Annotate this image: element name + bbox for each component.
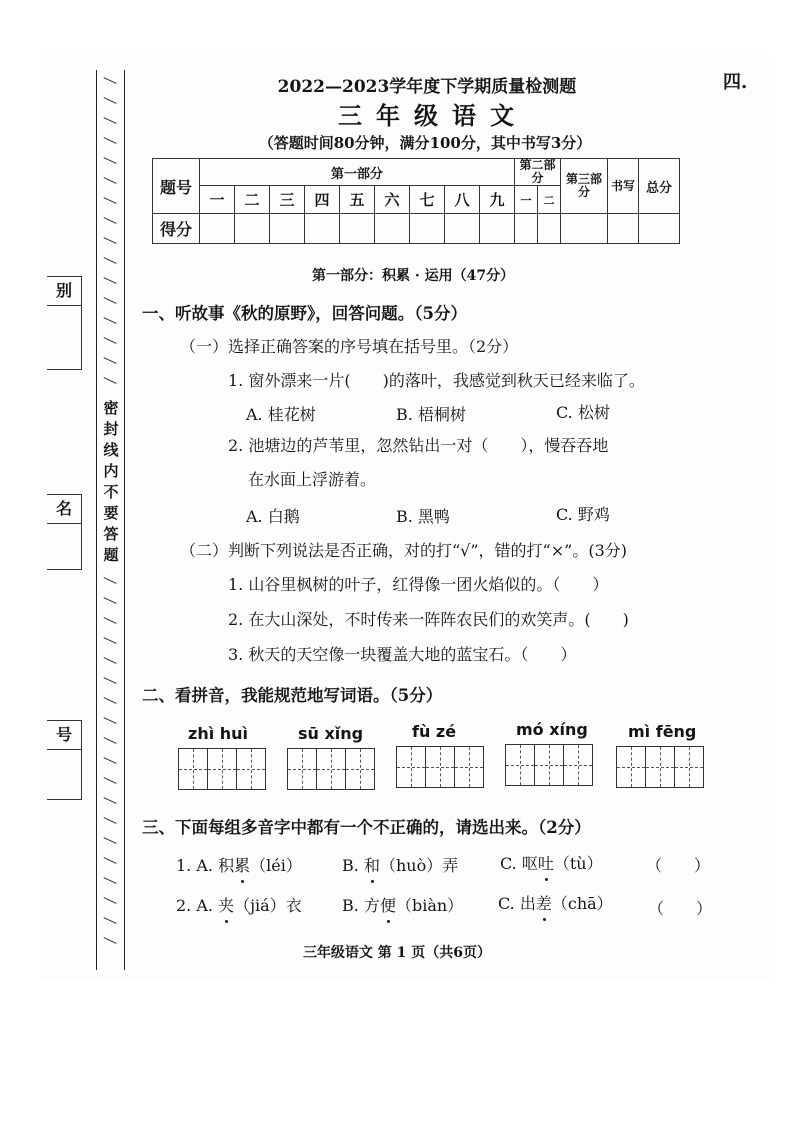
score-cell[interactable] bbox=[639, 214, 680, 244]
score-cell[interactable] bbox=[480, 214, 515, 244]
question-number: 一 bbox=[200, 186, 235, 214]
total-header: 总分 bbox=[639, 159, 680, 214]
score-cell[interactable] bbox=[538, 214, 561, 244]
score-cell[interactable] bbox=[235, 214, 270, 244]
option-b: B. 黑鸭 bbox=[396, 507, 450, 526]
info-label: 名 bbox=[47, 495, 81, 524]
score-cell[interactable] bbox=[270, 214, 305, 244]
score-cell[interactable] bbox=[410, 214, 445, 244]
part2-number: 一 bbox=[515, 186, 538, 214]
q1-item-1: 1. 窗外漂来一片( )的落叶，我感觉到秋天已经来临了。 bbox=[228, 371, 645, 390]
writing-grid[interactable] bbox=[178, 748, 266, 790]
judge-item: 1. 山谷里枫树的叶子，红得像一团火焰似的。（ ） bbox=[228, 575, 609, 594]
info-label: 别 bbox=[47, 277, 81, 306]
question-number: 二 bbox=[235, 186, 270, 214]
seal-char: 内 bbox=[103, 462, 119, 480]
subject-title: 三年级语文 bbox=[338, 101, 528, 130]
pinyin-label: mó xíng bbox=[516, 720, 588, 739]
pinyin-label: mì fēng bbox=[628, 722, 697, 741]
seal-char: 封 bbox=[103, 420, 119, 438]
corner-mark: 四. bbox=[723, 72, 748, 93]
q1-item-2-cont: 在水面上浮游着。 bbox=[248, 470, 377, 489]
writing-grid[interactable] bbox=[396, 746, 484, 788]
seal-char: 不 bbox=[103, 483, 119, 501]
question-number: 八 bbox=[445, 186, 480, 214]
answer-parentheses[interactable]: （ ） bbox=[646, 856, 711, 875]
part2-number: 二 bbox=[538, 186, 561, 214]
question-number: 四 bbox=[305, 186, 340, 214]
binding-line-right bbox=[124, 70, 125, 970]
q3-option: 2. A. 夹（jiá）衣 bbox=[176, 893, 302, 916]
writing-grid[interactable] bbox=[287, 748, 375, 790]
score-table bbox=[152, 158, 680, 244]
answer-parentheses[interactable]: （ ） bbox=[648, 899, 713, 918]
part2-header: 第二部分 bbox=[515, 159, 561, 186]
q1-subtitle-judge: （二）判断下列说法是否正确，对的打“√”，错的打“×”。(3分) bbox=[180, 541, 627, 560]
seal-char: 线 bbox=[103, 441, 119, 459]
q3-option: B. 方便（biàn） bbox=[342, 893, 463, 916]
score-cell[interactable] bbox=[340, 214, 375, 244]
score-cell[interactable] bbox=[375, 214, 410, 244]
score-cell[interactable] bbox=[305, 214, 340, 244]
section-title: 第一部分：积累 · 运用（47分） bbox=[312, 268, 515, 284]
page-footer: 三年级语文 第 1 页（共6页） bbox=[302, 945, 492, 961]
q1-item-2: 2. 池塘边的芦苇里，忽然钻出一对（ ），慢吞吞地 bbox=[228, 436, 609, 455]
writing-grid[interactable] bbox=[505, 744, 593, 786]
q3-option: B. 和（huò）弄 bbox=[342, 853, 458, 876]
q1-subtitle-choice: （一）选择正确答案的序号填在括号里。（2分） bbox=[180, 337, 519, 356]
q3-option: C. 出差（chā） bbox=[498, 891, 613, 914]
exam-instructions: （答题时间80分钟，满分100分，其中书写3分） bbox=[258, 134, 592, 152]
seal-char: 答 bbox=[103, 525, 119, 543]
score-cell[interactable] bbox=[561, 214, 608, 244]
option-c: C. 松树 bbox=[556, 403, 610, 422]
judge-item: 2. 在大山深处，不时传来一阵阵农民们的欢笑声。( ) bbox=[228, 610, 629, 629]
question-1-title: 一、听故事《秋的原野》，回答问题。（5分） bbox=[142, 304, 467, 323]
row-label-question: 题号 bbox=[153, 159, 200, 214]
row-label-score: 得分 bbox=[153, 214, 200, 244]
question-2-title: 二、看拼音，我能规范地写词语。（5分） bbox=[142, 686, 443, 705]
info-box-number bbox=[47, 720, 82, 800]
pinyin-label: sū xǐng bbox=[298, 724, 364, 743]
seal-char: 要 bbox=[103, 504, 119, 522]
score-cell[interactable] bbox=[445, 214, 480, 244]
score-cell[interactable] bbox=[200, 214, 235, 244]
option-c: C. 野鸡 bbox=[556, 505, 610, 524]
writing-grid[interactable] bbox=[616, 746, 704, 788]
info-label: 号 bbox=[47, 721, 81, 750]
q3-option: C. 呕吐（tù） bbox=[500, 851, 603, 874]
pinyin-label: zhì huì bbox=[188, 724, 249, 743]
seal-char: 题 bbox=[103, 546, 119, 564]
option-b: B. 梧桐树 bbox=[396, 405, 466, 424]
option-a: A. 桂花树 bbox=[246, 405, 316, 424]
writing-header: 书写 bbox=[608, 159, 639, 214]
question-number: 九 bbox=[480, 186, 515, 214]
question-number: 三 bbox=[270, 186, 305, 214]
question-number: 五 bbox=[340, 186, 375, 214]
exam-year-title: 2022—2023学年度下学期质量检测题 bbox=[277, 77, 577, 97]
score-cell[interactable] bbox=[515, 214, 538, 244]
pinyin-label: fù zé bbox=[412, 722, 457, 741]
info-box-name bbox=[47, 494, 82, 570]
question-number: 六 bbox=[375, 186, 410, 214]
q3-option: 1. A. 积累（léi） bbox=[176, 853, 302, 876]
seal-char: 密 bbox=[103, 399, 119, 417]
score-cell[interactable] bbox=[608, 214, 639, 244]
part1-header: 第一部分 bbox=[200, 159, 515, 186]
judge-item: 3. 秋天的天空像一块覆盖大地的蓝宝石。（ ） bbox=[228, 645, 577, 664]
question-3-title: 三、下面每组多音字中都有一个不正确的，请选出来。（2分） bbox=[142, 818, 591, 837]
option-a: A. 白鹅 bbox=[246, 507, 300, 526]
question-number: 七 bbox=[410, 186, 445, 214]
part3-header: 第三部分 bbox=[561, 159, 608, 214]
seal-text bbox=[101, 398, 121, 566]
binding-line-left bbox=[96, 70, 97, 970]
info-box-class bbox=[47, 276, 82, 370]
